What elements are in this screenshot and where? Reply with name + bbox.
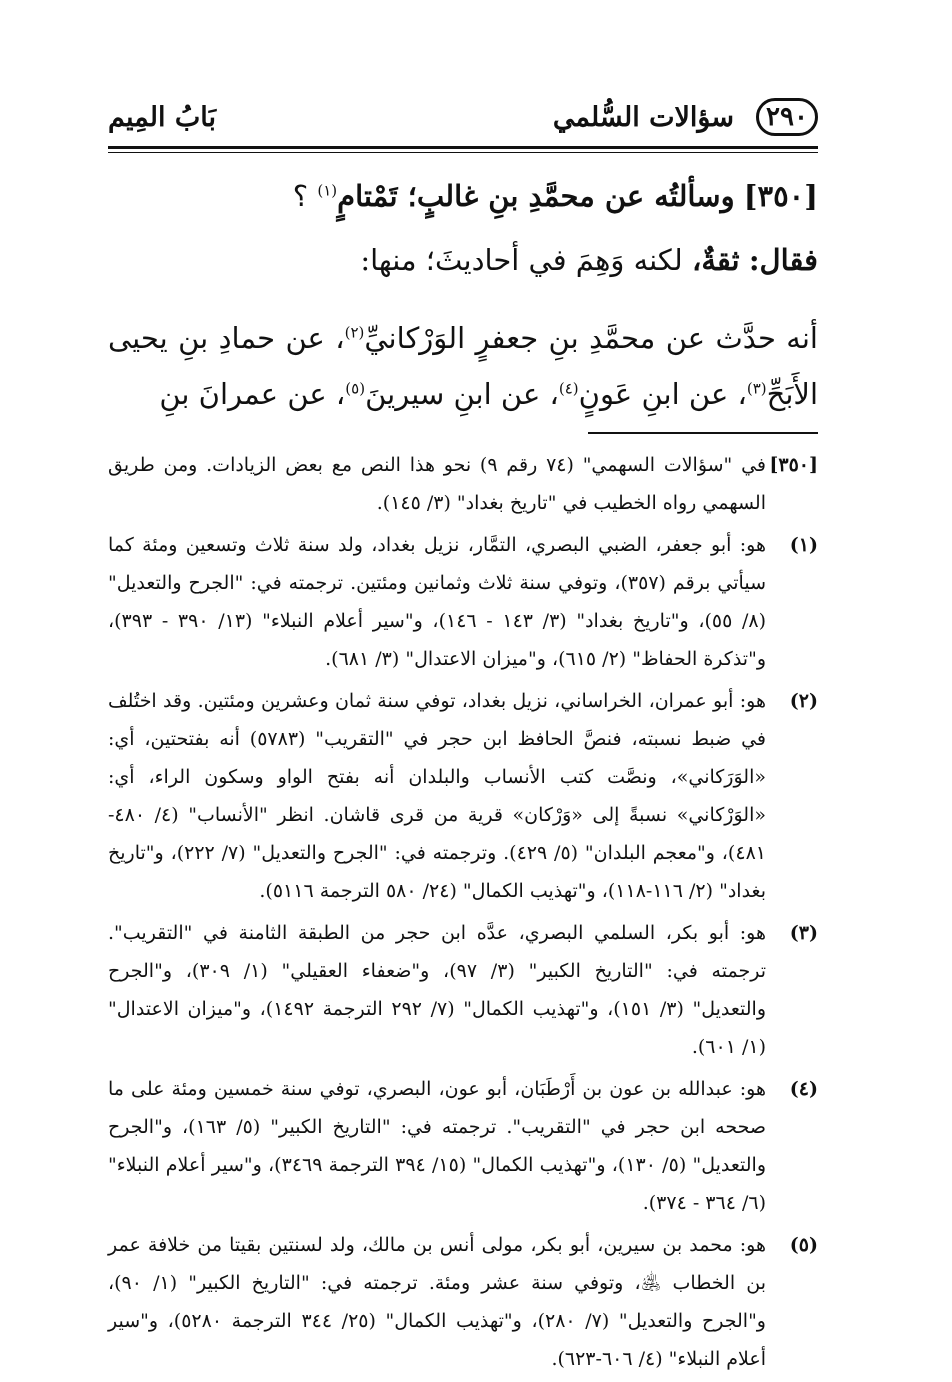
running-header <box>108 98 818 144</box>
footnote-source <box>108 446 818 522</box>
footnote-ref-1[interactable]: (١) <box>317 181 338 200</box>
footnote-number: (٥) <box>789 1234 818 1256</box>
footnote-ref-4[interactable]: (٤) <box>558 379 579 398</box>
footnote-number: [٣٥٠] <box>769 454 818 476</box>
footnote-5 <box>108 1226 818 1378</box>
entry-verdict <box>108 232 818 288</box>
body-text-4: ، عن ابنِ سيرينَ <box>365 377 559 411</box>
header-rule-thin <box>108 152 818 153</box>
footnote-text: هو: عبدالله بن عون بن أَرْطَبَان، أبو عون، البصري، توفي سنة خمسين ومئة على ما صححه ابن حجر في "التقريب". ترجمته في: "التاريخ الكبير" (٥/ ١٦٣)، و"الجرح والتعديل" (٥/ ١٣٠)، و"تهذيب الكمال" (١٥/ ٣٩٤ الترجمة ٣٤٦٩)، و"سير أعلام النبلاء" (٦/ ٣٦٤ - ٣٧٤). <box>108 1078 767 1214</box>
verdict-rest: لكنه وَهِمَ في أحاديثَ؛ منها: <box>360 243 683 277</box>
body-text-2: ، عن حمادِ بنِ يحيى الأَبَحِّ <box>108 321 818 411</box>
entry-body <box>108 310 818 422</box>
footnote-text: هو: أبو عمران، الخراساني، نزيل بغداد، توفي سنة ثمان وعشرين ومئتين. وقد اختُلف في ضبط نسبته، فنصَّ الحافظ ابن حجر في "التقريب" (٥٧٨٣) أنه بفتحتين، أي: «الوَرَكاني»، ونصَّت كتب الأنساب والبلدان أنه بفتح الواو وسكون الراء، أي: «الوَرْكاني» نسبةً إلى «وَرْكان» قرية من قرى قاشان. انظر "الأنساب" (٤/ ٤٨٠- ٤٨١)، و"معجم البلدان" (٥/ ٤٢٩). وترجمته في: "الجرح والتعديل" (٧/ ٢٢٢)، و"تاريخ بغداد" (٢/ ١١٦-١١٨)، و"تهذيب الكمال" (٢٤/ ٥٨٠ الترجمة ٥١١٦). <box>108 690 766 902</box>
footnote-ref-3[interactable]: (٣) <box>746 379 767 398</box>
verdict-label: فقال: <box>748 243 818 277</box>
footnote-ref-2[interactable]: (٢) <box>344 323 365 342</box>
entry-question <box>108 168 818 224</box>
footnote-number: (٢) <box>789 690 818 712</box>
verdict-word: ثقةٌ، <box>691 243 740 277</box>
footnote-3 <box>108 914 818 1066</box>
question-mark: ؟ <box>292 179 309 213</box>
footnote-separator <box>588 432 818 434</box>
page-number: ٢٩٠ <box>756 98 818 136</box>
footnote-ref-5[interactable]: (٥) <box>345 379 366 398</box>
body-text-1: أنه حدَّث عن محمَّدِ بنِ جعفرٍ الوَرْكانيِّ <box>364 321 818 355</box>
book-title: سؤالات السُّلمي <box>552 102 734 133</box>
footnotes <box>108 446 818 1382</box>
footnote-text: هو: أبو بكر، السلمي البصري، عدَّه ابن حجر من الطبقة الثامنة في "التقريب". ترجمته في: "التاريخ الكبير" (٣/ ٩٧)، و"ضعفاء العقيلي" (١/ ٣٠٩)، و"الجرح والتعديل" (٣/ ١٥١)، و"تهذيب الكمال" (٧/ ٢٩٢ الترجمة ١٤٩٢)، و"ميزان الاعتدال" (١/ ٦٠١). <box>108 922 766 1058</box>
footnote-number: (٣) <box>789 922 818 944</box>
main-text <box>108 168 818 422</box>
question-text: وسألتُه عن محمَّدِ بنِ غالبٍ؛ تَمْتامٍ <box>337 179 735 213</box>
body-text-5: ، عن عمرانَ بنِ <box>159 377 346 411</box>
body-text-3: ، عن ابنِ عَونٍ <box>578 377 747 411</box>
footnote-2 <box>108 682 818 910</box>
footnote-1 <box>108 526 818 678</box>
footnote-text: هو: أبو جعفر، الضبي البصري، التمَّار، نزيل بغداد، ولد سنة ثلاث وتسعين ومئة كما سيأتي برقم (٣٥٧)، وتوفي سنة ثلاث وثمانين ومئتين. ترجمته في: "الجرح والتعديل" (٨/ ٥٥)، و"تاريخ بغداد" (٣/ ١٤٣ - ١٤٦)، و"سير أعلام النبلاء" (١٣/ ٣٩٠ - ٣٩٣)، و"تذكرة الحفاظ" (٢/ ٦١٥)، و"ميزان الاعتدال" (٣/ ٦٨١). <box>108 534 766 670</box>
footnote-4 <box>108 1070 818 1222</box>
footnote-text: في "سؤالات السهمي" (٧٤ رقم ٩) نحو هذا النص مع بعض الزيادات. ومن طريق السهمي رواه الخطيب في "تاريخ بغداد" (٣/ ١٤٥). <box>108 454 767 514</box>
header-rule <box>108 146 818 149</box>
footnote-number: (٤) <box>789 1078 818 1100</box>
footnote-number: (١) <box>789 534 818 556</box>
entry-number: [٣٥٠] <box>743 179 818 213</box>
footnote-text: هو: محمد بن سيرين، أبو بكر، مولى أنس بن مالك، ولد لسنتين بقيتا من خلافة عمر بن الخطاب ﵁، وتوفي سنة عشر ومئة. ترجمته في: "التاريخ الكبير" (١/ ٩٠)، و"الجرح والتعديل" (٧/ ٢٨٠)، و"تهذيب الكمال" (٢٥/ ٣٤٤ الترجمة ٥٢٨٠)، و"سير أعلام النبلاء" (٤/ ٦٠٦-٦٢٣). <box>108 1234 766 1370</box>
chapter-title: بَابُ المِيم <box>108 102 217 133</box>
